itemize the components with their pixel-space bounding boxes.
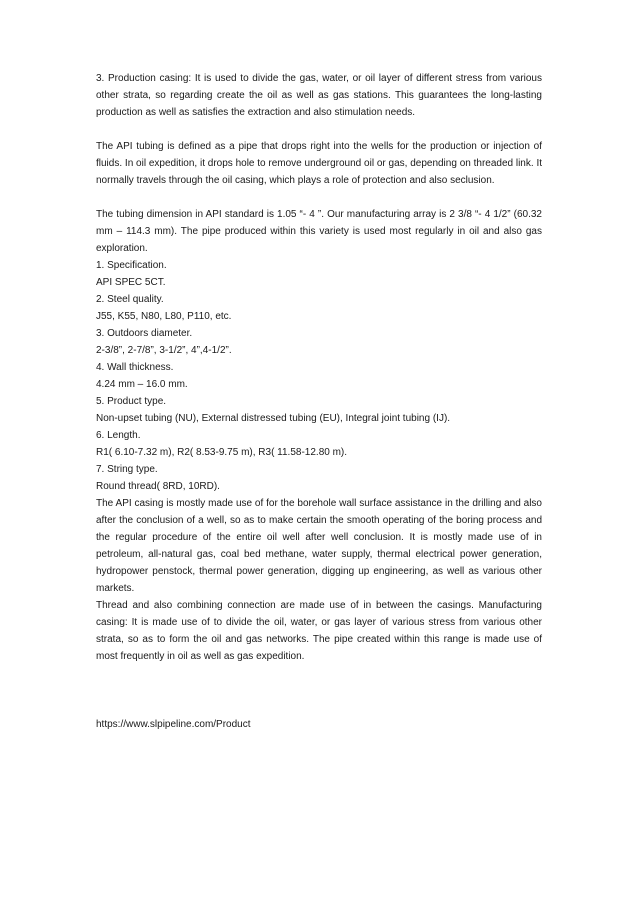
paragraph-gap bbox=[96, 121, 542, 138]
spec-line: 3. Outdoors diameter. bbox=[96, 328, 193, 339]
paragraph-gap bbox=[96, 189, 542, 206]
spec-line: 2-3/8”, 2-7/8”, 3-1/2”, 4”,4-1/2”. bbox=[96, 345, 232, 356]
spec-line: 5. Product type. bbox=[96, 396, 167, 407]
spec-line: 4. Wall thickness. bbox=[96, 362, 174, 373]
spec-line: Round thread( 8RD, 10RD). bbox=[96, 481, 220, 492]
paragraph-tubing-dimension: The tubing dimension in API standard is 1.05 “- 4 ”. Our manufacturing array is 2 3/8 “- 4 1/2” (60.32 mm – 114.3 mm). The pipe produced within this variety is used most regularly in oil and also gas exploration. bbox=[96, 209, 542, 254]
paragraph-api-casing: The API casing is mostly made use of for the borehole wall surface assistance in the drilling and also after the conclusion of a well, so as to make certain the smooth operating of the boring process and the regular procedure of the entire oil well after well conclusion. It is mostly made use of in petroleum, all-natural gas, coal bed methane, water supply, thermal electrical power generation, hydropower penstock, thermal power generation, digging up engineering, as well as various other markets. bbox=[96, 498, 542, 594]
spec-line: R1( 6.10-7.32 m), R2( 8.53-9.75 m), R3( 11.58-12.80 m). bbox=[96, 447, 348, 458]
spec-line: 1. Specification. bbox=[96, 260, 167, 271]
spec-line: API SPEC 5CT. bbox=[96, 277, 166, 288]
document-page bbox=[96, 70, 542, 733]
spec-line: J55, K55, N80, L80, P110, etc. bbox=[96, 311, 232, 322]
source-url: https://www.slpipeline.com/Product bbox=[96, 719, 251, 730]
spec-line: 6. Length. bbox=[96, 430, 141, 441]
paragraph-api-tubing: The API tubing is defined as a pipe that drops right into the wells for the production or injection of fluids. In oil expedition, it drops hole to remove underground oil or gas, depending on threaded link. It normally travels through the oil casing, which plays a role of protection and also seclusion. bbox=[96, 141, 542, 186]
spec-line: 7. String type. bbox=[96, 464, 158, 475]
spec-line: Non-upset tubing (NU), External distressed tubing (EU), Integral joint tubing (IJ). bbox=[96, 413, 451, 424]
paragraph-production-casing: 3. Production casing: It is used to divide the gas, water, or oil layer of different stress from various other strata, so regarding create the oil as well as gas stations. This guarantees the long-lasting production as well as satisfies the extraction and also stimulation needs. bbox=[96, 73, 542, 118]
url-gap bbox=[96, 665, 542, 716]
spec-line: 4.24 mm – 16.0 mm. bbox=[96, 379, 188, 390]
paragraph-thread: Thread and also combining connection are made use of in between the casings. Manufacturing casing: It is made use of to divide the oil, water, or gas layer of various stress from various other strata, so as to form the oil and gas networks. The pipe created within this range is made use of most frequently in oil as well as gas expedition. bbox=[96, 600, 542, 662]
spec-line: 2. Steel quality. bbox=[96, 294, 164, 305]
